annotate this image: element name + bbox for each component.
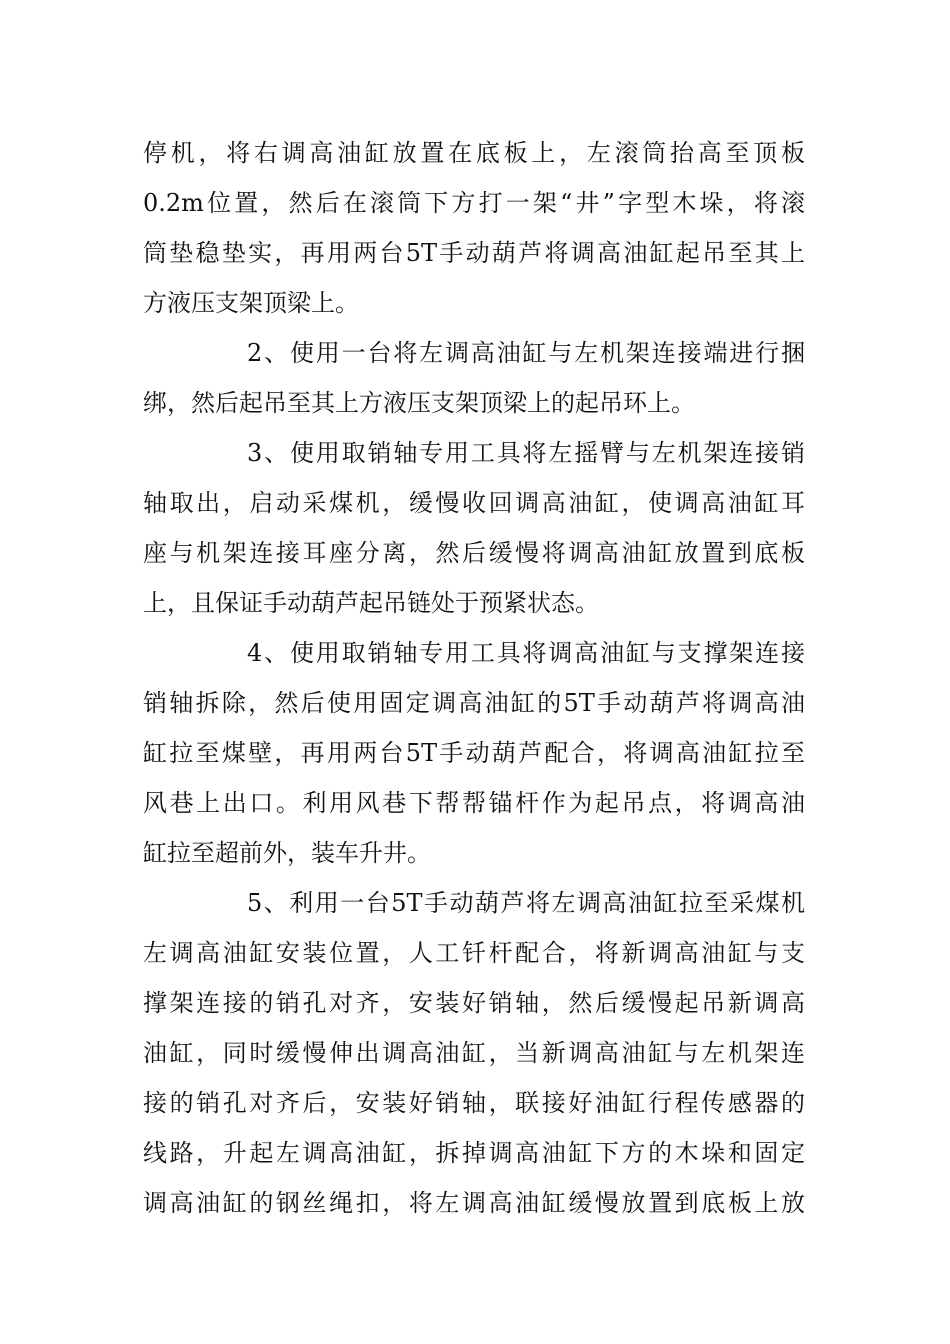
text-line: 风巷上出口。利用风巷下帮帮锚杆作为起吊点，将调高油 [143, 789, 805, 817]
paragraph-4-first-line: 4、使用取销轴专用工具将调高油缸与支撑架连接 [247, 639, 805, 667]
text-line: 上，且保证手动葫芦起吊链处于预紧状态。 [143, 589, 599, 617]
text-line: 筒垫稳垫实，再用两台5T手动葫芦将调高油缸起吊至其上 [143, 239, 805, 267]
text-line: 0.2m位置，然后在滚筒下方打一架“井”字型木垛，将滚 [143, 189, 805, 217]
text-line: 停机，将右调高油缸放置在底板上，左滚筒抬高至顶板 [143, 139, 805, 167]
text-line: 销轴拆除，然后使用固定调高油缸的5T手动葫芦将调高油 [143, 689, 805, 717]
paragraph-2-first-line: 2、使用一台将左调高油缸与左机架连接端进行捆 [247, 339, 805, 367]
text-line: 撑架连接的销孔对齐，安装好销轴，然后缓慢起吊新调高 [143, 989, 805, 1017]
text-line: 左调高油缸安装位置，人工钎杆配合，将新调高油缸与支 [143, 939, 805, 967]
paragraph-3-first-line: 3、使用取销轴专用工具将左摇臂与左机架连接销 [247, 439, 805, 467]
document-body [143, 128, 805, 1228]
text-line: 调高油缸的钢丝绳扣，将左调高油缸缓慢放置到底板上放 [143, 1189, 805, 1217]
text-line: 缸拉至超前外，装车升井。 [143, 839, 431, 867]
text-line: 接的销孔对齐后，安装好销轴，联接好油缸行程传感器的 [143, 1089, 805, 1117]
paragraph-5-first-line: 5、利用一台5T手动葫芦将左调高油缸拉至采煤机 [247, 889, 805, 917]
text-line: 轴取出，启动采煤机，缓慢收回调高油缸，使调高油缸耳 [143, 489, 805, 517]
text-line: 座与机架连接耳座分离，然后缓慢将调高油缸放置到底板 [143, 539, 805, 567]
text-line: 方液压支架顶梁上。 [143, 289, 359, 317]
text-line: 绑，然后起吊至其上方液压支架顶梁上的起吊环上。 [143, 389, 695, 417]
text-line: 线路，升起左调高油缸，拆掉调高油缸下方的木垛和固定 [143, 1139, 805, 1167]
text-line: 油缸，同时缓慢伸出调高油缸，当新调高油缸与左机架连 [143, 1039, 805, 1067]
text-line: 缸拉至煤壁，再用两台5T手动葫芦配合，将调高油缸拉至 [143, 739, 805, 767]
